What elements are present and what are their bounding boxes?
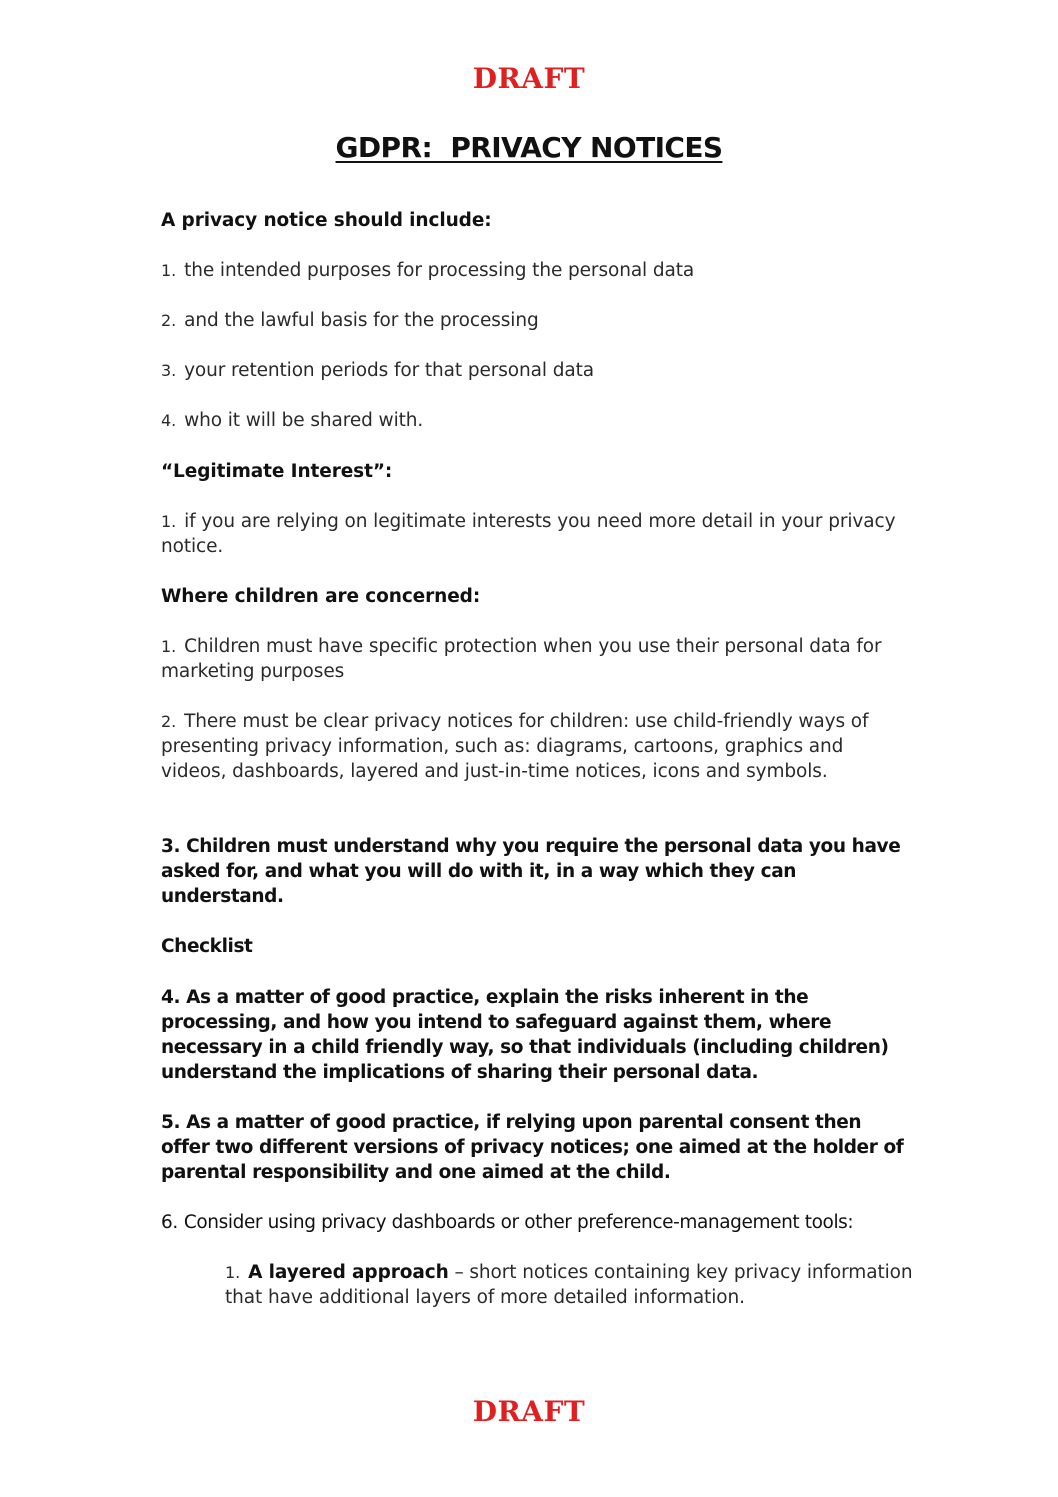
list-item-text: Children must understand why you require the personal data you have asked for, and what you will do with it, in a way which they can understand. xyxy=(161,836,901,907)
list-item xyxy=(161,308,906,333)
list-item-text: and the lawful basis for the processing xyxy=(184,310,539,331)
list-item-text: Consider using privacy dashboards or other preference-management tools: xyxy=(183,1212,854,1233)
list-item-number: 2. xyxy=(161,311,177,330)
sub-list-item-bold-term: A layered approach xyxy=(248,1262,449,1283)
list-item xyxy=(161,358,906,383)
list-item-text: the intended purposes for processing the personal data xyxy=(184,260,695,281)
list-item xyxy=(161,408,906,433)
list-item-number: 4. xyxy=(161,987,181,1008)
list-item-number: 1. xyxy=(161,637,177,656)
list-item-text: your retention periods for that personal data xyxy=(184,360,594,381)
list-item-number: 3. xyxy=(161,836,181,857)
section-heading-privacy-notice: A privacy notice should include: xyxy=(161,210,492,231)
list-item xyxy=(161,834,906,909)
list-item xyxy=(161,509,906,559)
section-heading-legitimate-interest: “Legitimate Interest”: xyxy=(161,461,393,482)
list-item xyxy=(161,634,906,684)
page-title xyxy=(0,131,1058,165)
list-item xyxy=(161,709,906,784)
list-item-number: 3. xyxy=(161,361,177,380)
list-item-text: As a matter of good practice, if relying upon parental consent then offer two different versions of privacy notices; one aimed at the holder of parental responsibility and one aimed at the child. xyxy=(161,1112,904,1183)
list-item-number: 6. xyxy=(161,1212,178,1233)
section-heading-children: Where children are concerned: xyxy=(161,586,481,607)
list-item-text: There must be clear privacy notices for children: use child-friendly ways of presenting privacy information, such as: diagrams, cartoons, graphics and videos, dashboards, layered and just-in-time notices, icons and symbols. xyxy=(161,711,869,782)
list-item-number: 5. xyxy=(161,1112,181,1133)
list-item-number: 1. xyxy=(161,261,177,280)
draft-watermark-top: DRAFT xyxy=(472,62,586,95)
list-item xyxy=(161,1110,906,1185)
sub-list-item-text: – short notices containing key privacy information that have additional layers of more detailed information. xyxy=(225,1262,913,1308)
list-item-number: 4. xyxy=(161,411,177,430)
list-item-text: Children must have specific protection when you use their personal data for marketing purposes xyxy=(161,636,882,682)
page-title-text: GDPR: PRIVACY NOTICES xyxy=(335,131,723,164)
list-item-text: if you are relying on legitimate interests you need more detail in your privacy notice. xyxy=(161,511,896,557)
draft-watermark-bottom: DRAFT xyxy=(472,1395,586,1428)
list-item xyxy=(161,985,906,1085)
list-item xyxy=(161,1210,906,1235)
list-item xyxy=(161,258,906,283)
section-heading-checklist: Checklist xyxy=(161,936,253,957)
sub-list-item xyxy=(225,1260,915,1310)
list-item-text: who it will be shared with. xyxy=(184,410,424,431)
list-item-number: 2. xyxy=(161,712,177,731)
list-item-text: As a matter of good practice, explain the risks inherent in the processing, and how you intend to safeguard against them, where necessary in a child friendly way, so that individuals (including children) understand the implications of sharing their personal data. xyxy=(161,987,889,1083)
list-item-number: 1. xyxy=(161,512,177,531)
sub-list-item-number: 1. xyxy=(225,1263,241,1282)
